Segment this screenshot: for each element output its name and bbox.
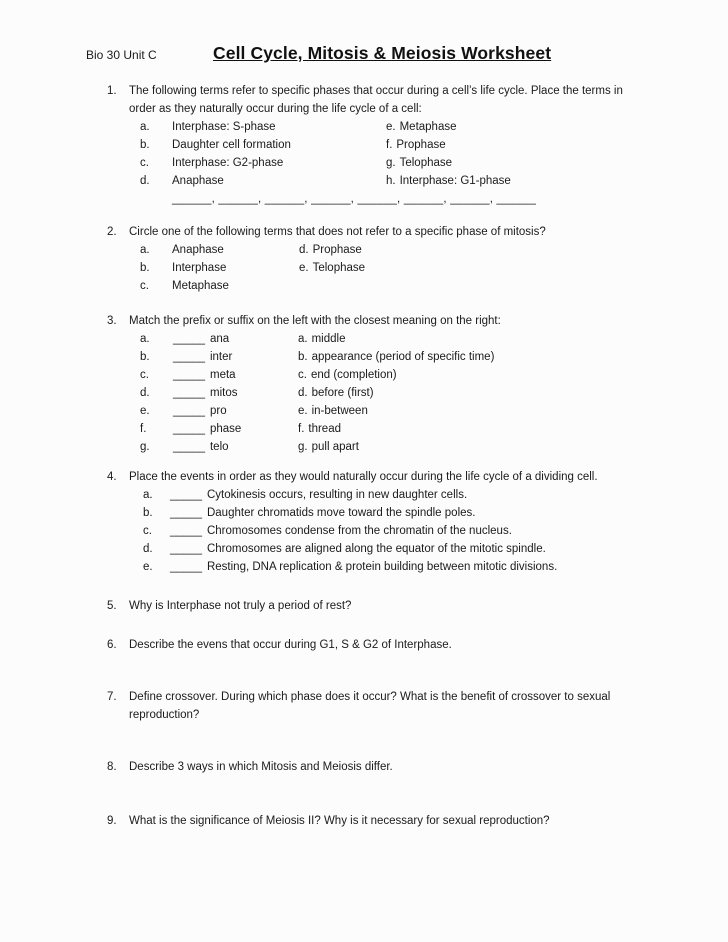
sequence-label: a.	[143, 489, 153, 501]
match-left	[173, 366, 298, 384]
question-number: 5.	[107, 600, 117, 612]
sequence-label: c.	[143, 525, 152, 537]
match-left	[173, 438, 298, 456]
question-text: Why is Interphase not truly a period of rest?	[129, 600, 352, 612]
option-label: b.	[140, 262, 150, 274]
option-text: Interphase: S-phase	[172, 121, 276, 133]
match-term: meta	[209, 369, 236, 381]
question-text: Describe 3 ways in which Mitosis and Meiosis differ.	[129, 761, 393, 773]
match-label: b.	[140, 351, 150, 363]
option-text: Metaphase	[399, 121, 457, 133]
sequence-label: b.	[143, 507, 153, 519]
question-head	[107, 597, 667, 615]
question-text: Place the events in order as they would naturally occur during the life cycle of a dividing cell.	[129, 471, 598, 483]
worksheet-body	[107, 82, 667, 830]
match-blank: _____	[173, 441, 205, 453]
match-blank: _____	[173, 369, 205, 381]
option-text: Anaphase	[172, 175, 224, 187]
match-row	[107, 420, 667, 438]
match-term: telo	[209, 441, 229, 453]
sequence-label: e.	[143, 561, 153, 573]
sequence-text: Chromosomes are aligned along the equator of the mitotic spindle.	[206, 543, 546, 555]
sequence-row	[107, 486, 667, 504]
sequence-text: Daughter chromatids move toward the spindle poles.	[206, 507, 476, 519]
question-head	[107, 82, 667, 118]
question-text: The following terms refer to specific phases that occur during a cell’s life cycle. Place the terms in order as they naturally occur during the life cycle of a cell:	[129, 85, 623, 115]
option-text: Interphase: G1-phase	[399, 175, 511, 187]
question-head	[107, 758, 667, 776]
match-meaning: before (first)	[311, 387, 374, 399]
option-row	[107, 118, 667, 136]
option-label: f.	[386, 139, 393, 151]
question-number: 2.	[107, 226, 117, 238]
question-head	[107, 688, 667, 724]
sequence-blank: _____	[170, 507, 202, 519]
option-row	[107, 154, 667, 172]
page-title: Cell Cycle, Mitosis & Meiosis Worksheet	[213, 43, 552, 63]
option-label: b.	[140, 139, 150, 151]
question-number: 9.	[107, 815, 117, 827]
match-meaning: pull apart	[311, 441, 359, 453]
question-9	[107, 812, 667, 830]
match-meaning: thread	[308, 423, 341, 435]
sequence-label: d.	[143, 543, 153, 555]
match-row	[107, 366, 667, 384]
sequence-text: Chromosomes condense from the chromatin of the nucleus.	[206, 525, 512, 537]
option-text: Interphase: G2-phase	[172, 157, 284, 169]
option-label: a.	[140, 121, 150, 133]
match-left	[173, 402, 298, 420]
question-6	[107, 636, 667, 654]
match-label: e.	[140, 405, 150, 417]
sequence-row	[107, 504, 667, 522]
question-text: Define crossover. During which phase does it occur? What is the benefit of crossover to sexual reproduction?	[129, 691, 611, 721]
question-head	[107, 812, 667, 830]
question-text: Describe the evens that occur during G1, S & G2 of Interphase.	[129, 639, 452, 651]
option-text: Telophase	[312, 262, 366, 274]
option-text: Interphase	[172, 262, 227, 274]
match-meaning-label: c.	[298, 369, 307, 381]
sequence-text: Resting, DNA replication & protein building between mitotic divisions.	[206, 561, 558, 573]
match-term: inter	[209, 351, 233, 363]
match-blank: _____	[173, 351, 205, 363]
match-row	[107, 438, 667, 456]
option-label: c.	[140, 157, 149, 169]
match-left	[173, 348, 298, 366]
match-term: mitos	[209, 387, 238, 399]
match-meaning-label: a.	[298, 333, 308, 345]
question-5	[107, 597, 667, 615]
option-text: Daughter cell formation	[172, 139, 291, 151]
option-row	[107, 277, 667, 295]
question-head	[107, 636, 667, 654]
option-text: Telophase	[399, 157, 453, 169]
match-term: ana	[209, 333, 230, 345]
option-label: a.	[140, 244, 150, 256]
question-number: 8.	[107, 761, 117, 773]
match-meaning: middle	[311, 333, 346, 345]
match-blank: _____	[173, 423, 205, 435]
option-text: Anaphase	[172, 244, 224, 256]
sequence-row	[107, 522, 667, 540]
course-label: Bio 30 Unit C	[86, 48, 157, 62]
question-4	[107, 468, 667, 576]
question-head	[107, 223, 667, 241]
option-text: Metaphase	[172, 280, 229, 292]
worksheet-header	[86, 44, 551, 64]
match-left	[173, 420, 298, 438]
match-blank: _____	[173, 405, 205, 417]
question-text: Circle one of the following terms that does not refer to a specific phase of mitosis?	[129, 226, 546, 238]
sequence-blank: _____	[170, 525, 202, 537]
match-blank: _____	[173, 387, 205, 399]
sequence-blank: _____	[170, 543, 202, 555]
sequence-text: Cytokinesis occurs, resulting in new daughter cells.	[206, 489, 468, 501]
match-meaning-label: b.	[298, 351, 308, 363]
option-label: h.	[386, 175, 396, 187]
answer-blanks-line: ______, ______, ______, ______, ______, ______, ______, ______	[172, 193, 537, 205]
match-row	[107, 330, 667, 348]
match-meaning-label: d.	[298, 387, 308, 399]
sequence-blank: _____	[170, 489, 202, 501]
option-label: g.	[386, 157, 396, 169]
question-2	[107, 223, 667, 295]
match-label: g.	[140, 441, 150, 453]
question-3	[107, 312, 667, 456]
question-text: Match the prefix or suffix on the left with the closest meaning on the right:	[129, 315, 501, 327]
option-label: e.	[299, 262, 309, 274]
match-term: pro	[209, 405, 227, 417]
question-number: 4.	[107, 471, 117, 483]
option-label: c.	[140, 280, 149, 292]
question-number: 6.	[107, 639, 117, 651]
match-row	[107, 384, 667, 402]
sequence-row	[107, 558, 667, 576]
option-text: Prophase	[396, 139, 446, 151]
match-row	[107, 402, 667, 420]
match-term: phase	[209, 423, 242, 435]
match-label: c.	[140, 369, 149, 381]
match-meaning-label: g.	[298, 441, 308, 453]
option-label: e.	[386, 121, 396, 133]
match-meaning-label: e.	[298, 405, 308, 417]
question-8	[107, 758, 667, 776]
match-meaning-label: f.	[298, 423, 305, 435]
question-head	[107, 312, 667, 330]
match-label: d.	[140, 387, 150, 399]
match-label: a.	[140, 333, 150, 345]
match-left	[173, 384, 298, 402]
match-label: f.	[140, 423, 147, 435]
option-row	[107, 136, 667, 154]
option-row	[107, 241, 667, 259]
question-7	[107, 688, 667, 724]
option-row	[107, 172, 667, 190]
match-meaning: end (completion)	[310, 369, 397, 381]
question-number: 1.	[107, 85, 117, 97]
match-meaning: appearance (period of specific time)	[311, 351, 495, 363]
sequence-row	[107, 540, 667, 558]
option-text: Prophase	[312, 244, 362, 256]
match-left	[173, 330, 298, 348]
option-label: d.	[299, 244, 309, 256]
option-label: d.	[140, 175, 150, 187]
question-1	[107, 82, 667, 208]
question-number: 7.	[107, 691, 117, 703]
match-row	[107, 348, 667, 366]
match-meaning: in-between	[311, 405, 368, 417]
match-blank: _____	[173, 333, 205, 345]
sequence-blank: _____	[170, 561, 202, 573]
question-text: What is the significance of Meiosis II? Why is it necessary for sexual reproduction?	[129, 815, 550, 827]
question-head	[107, 468, 667, 486]
question-number: 3.	[107, 315, 117, 327]
option-row	[107, 259, 667, 277]
